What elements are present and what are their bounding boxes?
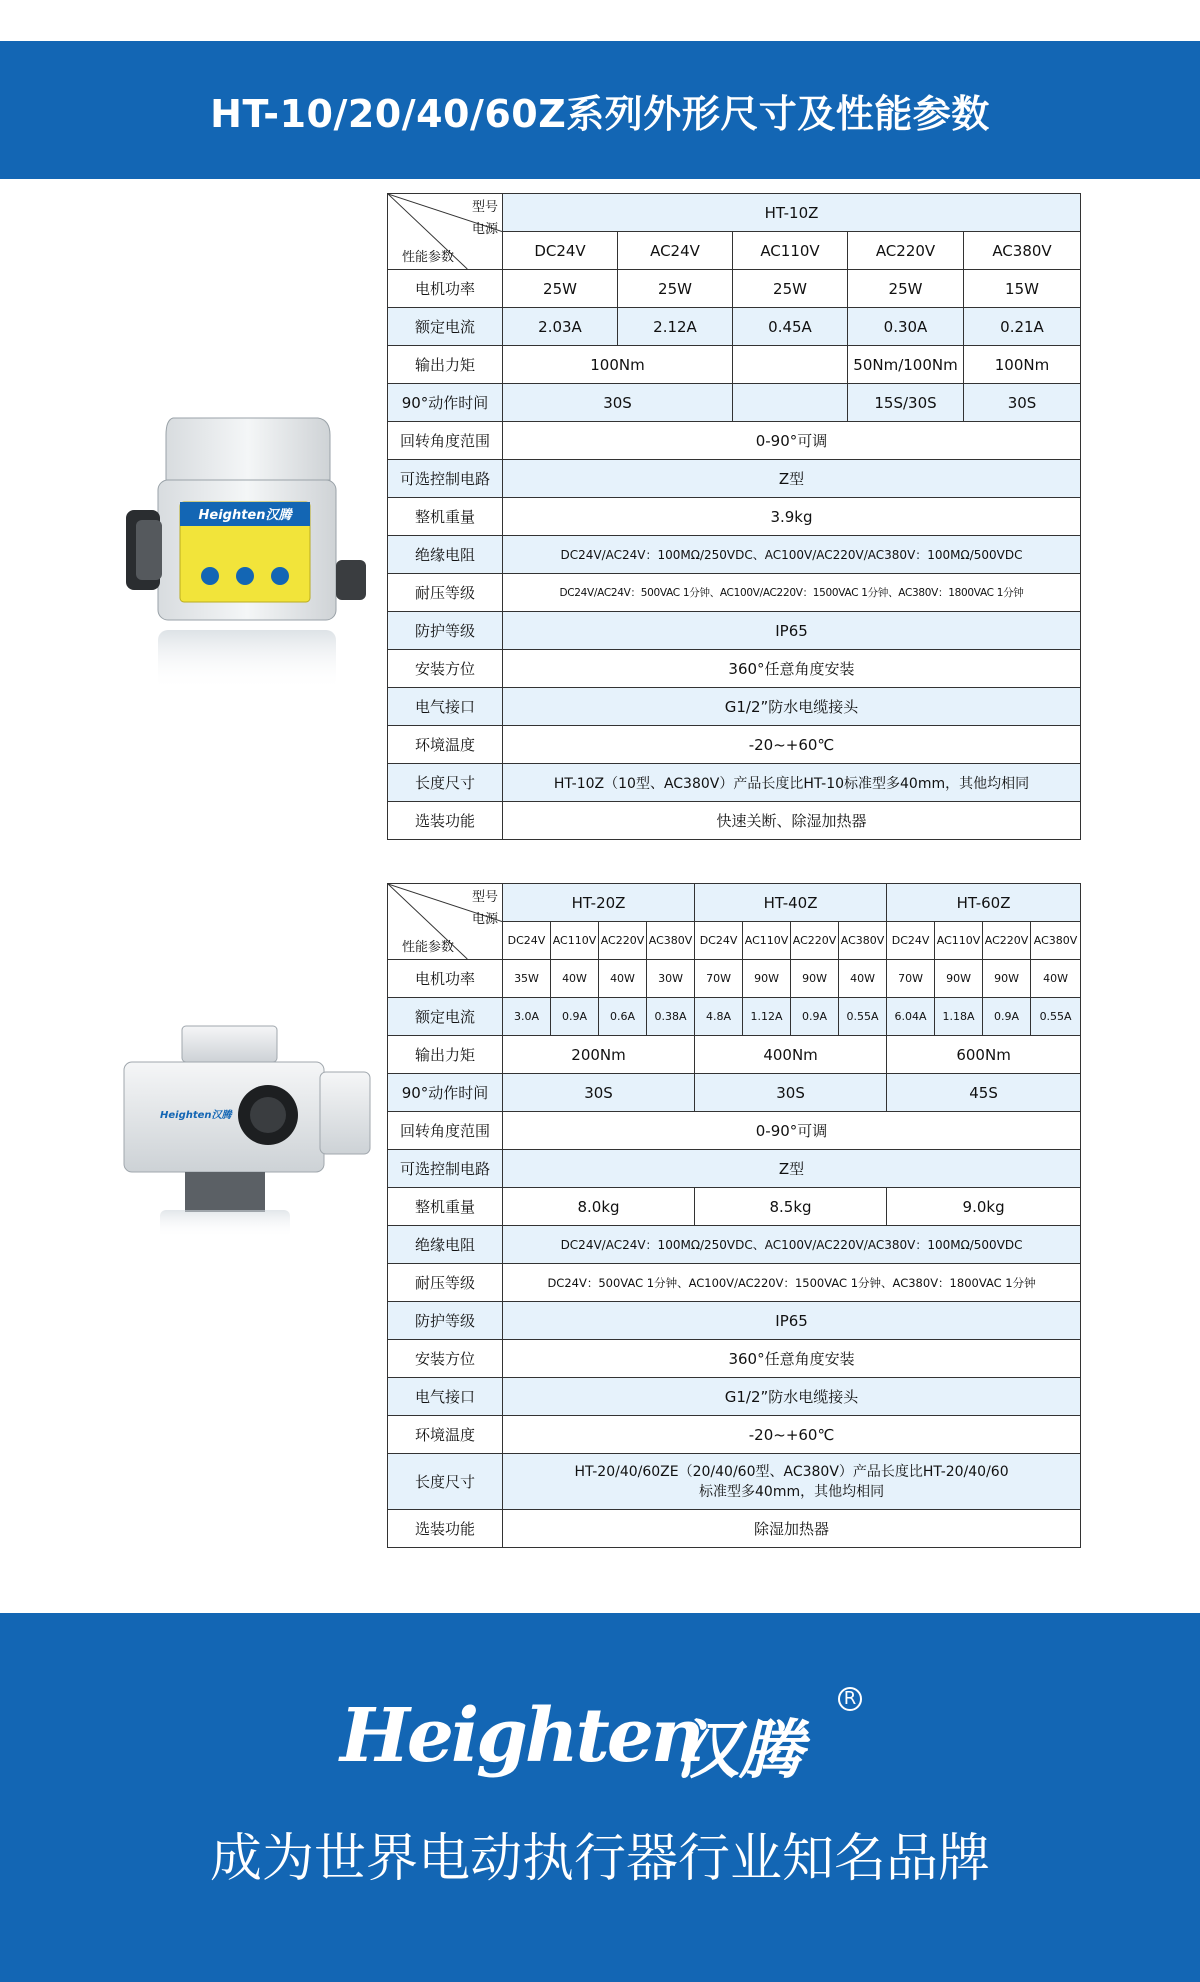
row-length [388,764,1081,802]
corner-params-label: 性能参数 [402,940,455,955]
corner-power-label: 电源 [471,222,498,237]
cell-value: 90W [983,960,1031,998]
voltage-header: AC380V [964,232,1081,270]
voltage-header: AC110V [743,922,791,960]
cell-value: 2.03A [503,308,618,346]
row-label: 整机重量 [388,1188,503,1226]
row-label: 耐压等级 [388,574,503,612]
footer-banner [0,1613,1200,1982]
voltage-header: DC24V [503,232,618,270]
model-name: HT-10Z [503,194,1081,232]
cell-value: 3.0A [503,998,551,1036]
voltage-header: DC24V [695,922,743,960]
length-line-1: HT-20/40/60ZE（20/40/60型、AC380V）产品长度比HT-20/40/60 [574,1463,1009,1480]
registered-mark-icon: R [838,1687,862,1711]
corner-model-label: 型号 [471,200,498,215]
cell-value: DC24V/AC24V：500VAC 1分钟、AC100V/AC220V：1500VAC 1分钟、AC380V：1800VAC 1分钟 [503,574,1081,612]
row-weight [388,1188,1081,1226]
row-withstand [388,574,1081,612]
row-label: 防护等级 [388,612,503,650]
cell-value: 9.0kg [887,1188,1081,1226]
cell-value: 70W [695,960,743,998]
cell-value: 0-90°可调 [503,422,1081,460]
cell-value: 40W [551,960,599,998]
row-label: 整机重量 [388,498,503,536]
row-length [388,1454,1081,1510]
cell-value: 30S [695,1074,887,1112]
cell-value: 4.8A [695,998,743,1036]
row-insulation [388,536,1081,574]
row-label: 回转角度范围 [388,1112,503,1150]
corner-model-label: 型号 [471,890,498,905]
cell-value: 100Nm [503,346,733,384]
cell-value: IP65 [503,612,1081,650]
cell-value: 30S [503,1074,695,1112]
cell-value: 0.38A [647,998,695,1036]
row-label: 可选控制电路 [388,460,503,498]
cell-value: 0.55A [839,998,887,1036]
cell-value: IP65 [503,1302,1081,1340]
cell-value: 15S/30S [848,384,964,422]
voltage-header: AC110V [733,232,848,270]
cell-value: 8.5kg [695,1188,887,1226]
row-label: 绝缘电阻 [388,1226,503,1264]
cell-value: 30W [647,960,695,998]
corner-header-cell [388,194,503,270]
cell-value: DC24V/AC24V：100MΩ/250VDC、AC100V/AC220V/AC380V：100MΩ/500VDC [503,1226,1081,1264]
cell-value: 90W [791,960,839,998]
row-label: 环境温度 [388,726,503,764]
row-control [388,1150,1081,1188]
row-action-time [388,1074,1081,1112]
product-photo-ht10z [118,410,373,700]
cell-value: Z型 [503,460,1081,498]
corner-power-label: 电源 [471,912,498,927]
cell-value: Z型 [503,1150,1081,1188]
length-line-2: 标准型多40mm，其他均相同 [699,1483,885,1500]
cell-value [733,346,848,384]
row-label: 选装功能 [388,802,503,840]
cell-value: 35W [503,960,551,998]
cell-value: 400Nm [695,1036,887,1074]
voltage-header: AC380V [839,922,887,960]
cell-value: 快速关断、除湿加热器 [503,802,1081,840]
row-label: 90°动作时间 [388,1074,503,1112]
cell-value: 100Nm [964,346,1081,384]
cell-value: 6.04A [887,998,935,1036]
cell-value: 8.0kg [503,1188,695,1226]
cell-value: 0.9A [551,998,599,1036]
cell-value: 0.21A [964,308,1081,346]
spec-table-ht20-40-60z [387,883,1081,1548]
cell-value: -20~+60℃ [503,726,1081,764]
cell-value: 45S [887,1074,1081,1112]
row-label: 绝缘电阻 [388,536,503,574]
cell-value: HT-10Z（10型、AC380V）产品长度比HT-10标准型多40mm，其他均相同 [503,764,1081,802]
cell-value: DC24V/AC24V：100MΩ/250VDC、AC100V/AC220V/AC380V：100MΩ/500VDC [503,536,1081,574]
row-label: 防护等级 [388,1302,503,1340]
row-electrical [388,688,1081,726]
cell-value: 0.9A [983,998,1031,1036]
cell-value: 2.12A [618,308,733,346]
product1-brand-label: Heighten汉腾 [198,508,292,523]
row-label: 耐压等级 [388,1264,503,1302]
logo-wordmark: Heighten [340,1693,702,1779]
row-install [388,1340,1081,1378]
row-control [388,460,1081,498]
row-label: 90°动作时间 [388,384,503,422]
page-title: HT-10/20/40/60Z系列外形尺寸及性能参数 [210,91,990,136]
voltage-header: AC380V [1031,922,1081,960]
row-action-time [388,384,1081,422]
row-label: 长度尺寸 [388,1454,503,1510]
row-temperature [388,1416,1081,1454]
cell-value: 除湿加热器 [503,1510,1081,1548]
voltage-header: AC380V [647,922,695,960]
row-options [388,802,1081,840]
voltage-header: DC24V [887,922,935,960]
brand-logo [340,1688,860,1788]
row-insulation [388,1226,1081,1264]
cell-value: 30S [503,384,733,422]
voltage-header: AC220V [983,922,1031,960]
row-label: 安装方位 [388,650,503,688]
row-torque [388,1036,1081,1074]
row-electrical [388,1378,1081,1416]
row-label: 回转角度范围 [388,422,503,460]
cell-value: 3.9kg [503,498,1081,536]
product2-brand-label: Heighten汉腾 [160,1110,232,1121]
cell-value: 40W [599,960,647,998]
row-label: 输出力矩 [388,1036,503,1074]
row-install [388,650,1081,688]
cell-value: 25W [618,270,733,308]
cell-value: 70W [887,960,935,998]
voltage-header: AC110V [551,922,599,960]
row-label: 选装功能 [388,1510,503,1548]
row-label: 电机功率 [388,960,503,998]
row-rated-current [388,998,1081,1036]
cell-value: 90W [743,960,791,998]
cell-value: 25W [733,270,848,308]
cell-value: 600Nm [887,1036,1081,1074]
logo-chinese: 汉腾 [675,1714,803,1788]
cell-value: 1.18A [935,998,983,1036]
cell-value: 0.9A [791,998,839,1036]
cell-value: 0.6A [599,998,647,1036]
model-name: HT-20Z [503,884,695,922]
cell-value: 0.55A [1031,998,1081,1036]
cell-value [733,384,848,422]
row-label: 电气接口 [388,688,503,726]
cell-value: 30S [964,384,1081,422]
row-label: 电气接口 [388,1378,503,1416]
cell-value: 50Nm/100Nm [848,346,964,384]
cell-value: 360°任意角度安装 [503,650,1081,688]
cell-value: G1/2”防水电缆接头 [503,688,1081,726]
row-label: 可选控制电路 [388,1150,503,1188]
model-name: HT-60Z [887,884,1081,922]
row-weight [388,498,1081,536]
slogan: 成为世界电动执行器行业知名品牌 [209,1829,990,1889]
header-banner [0,41,1200,179]
row-label: 额定电流 [388,308,503,346]
cell-value: 0-90°可调 [503,1112,1081,1150]
product-photo-ht20-60z [120,1020,375,1240]
voltage-header: DC24V [503,922,551,960]
cell-value: 40W [1031,960,1081,998]
row-torque [388,346,1081,384]
row-withstand [388,1264,1081,1302]
row-label: 输出力矩 [388,346,503,384]
voltage-header: AC220V [848,232,964,270]
row-rotation [388,1112,1081,1150]
cell-value: 25W [848,270,964,308]
cell-value: G1/2”防水电缆接头 [503,1378,1081,1416]
cell-value: 0.45A [733,308,848,346]
row-motor-power [388,960,1081,998]
row-protection [388,1302,1081,1340]
row-rotation [388,422,1081,460]
row-temperature [388,726,1081,764]
voltage-header: AC220V [599,922,647,960]
cell-value: 200Nm [503,1036,695,1074]
cell-value [503,1454,1081,1510]
cell-value: 0.30A [848,308,964,346]
row-motor-power [388,270,1081,308]
voltage-header: AC110V [935,922,983,960]
row-protection [388,612,1081,650]
cell-value: 360°任意角度安装 [503,1340,1081,1378]
row-rated-current [388,308,1081,346]
model-name: HT-40Z [695,884,887,922]
cell-value: -20~+60℃ [503,1416,1081,1454]
row-label: 安装方位 [388,1340,503,1378]
voltage-header: AC24V [618,232,733,270]
cell-value: 15W [964,270,1081,308]
cell-value: 1.12A [743,998,791,1036]
spec-table-ht10z [387,193,1081,840]
row-label: 电机功率 [388,270,503,308]
row-label: 长度尺寸 [388,764,503,802]
cell-value: 25W [503,270,618,308]
row-label: 额定电流 [388,998,503,1036]
row-label: 环境温度 [388,1416,503,1454]
cell-value: DC24V：500VAC 1分钟、AC100V/AC220V：1500VAC 1分钟、AC380V：1800VAC 1分钟 [503,1264,1081,1302]
corner-params-label: 性能参数 [402,250,455,265]
corner-header-cell [388,884,503,960]
voltage-header: AC220V [791,922,839,960]
cell-value: 90W [935,960,983,998]
cell-value: 40W [839,960,887,998]
row-options [388,1510,1081,1548]
